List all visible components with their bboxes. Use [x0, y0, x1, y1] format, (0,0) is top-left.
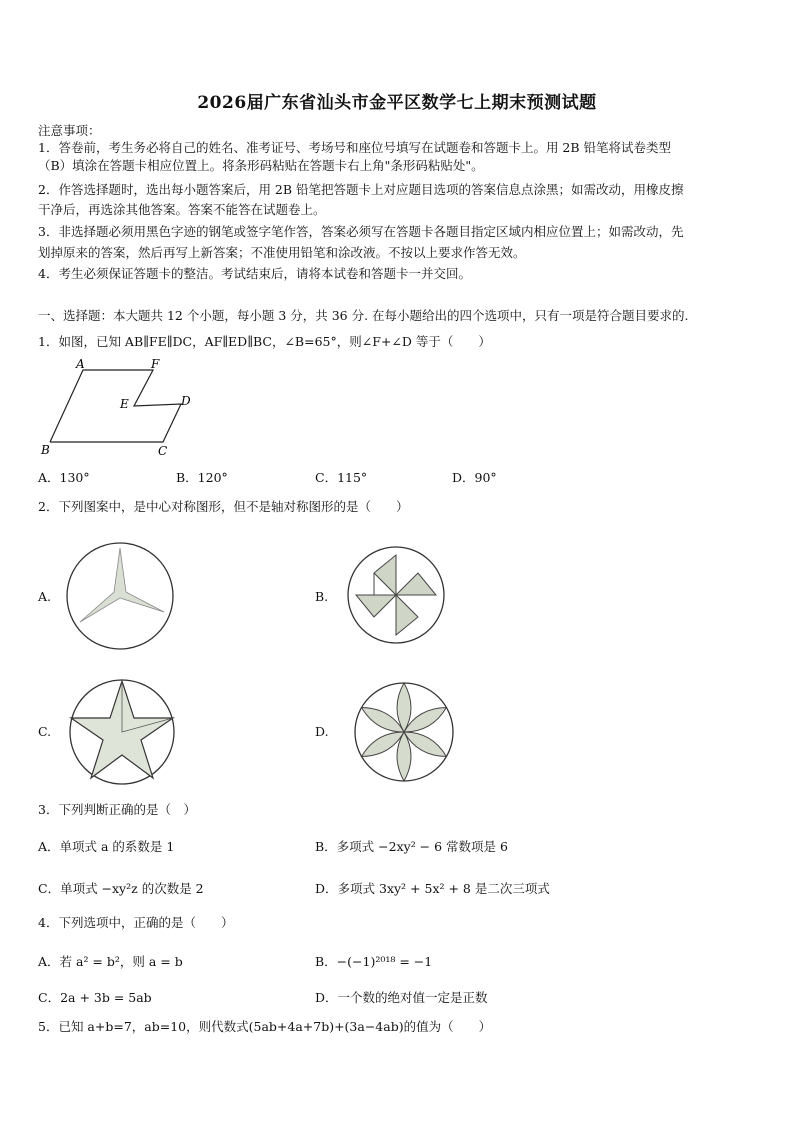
q1-option-c: C．115°: [315, 470, 368, 485]
notice-line-1: 1．答卷前，考生务必将自己的姓名、准考证号、考场号和座位号填写在试题卷和答题卡上。用 2B 铅笔将试卷类型: [38, 140, 672, 155]
notice-line-2: （B）填涂在答题卡相应位置上。将条形码粘贴在答题卡右上角"条形码粘贴处"。: [38, 158, 484, 173]
notice-line-6: 划掉原来的答案，然后再写上新答案；不准使用铅笔和涂改液。不按以上要求作答无效。: [38, 245, 526, 260]
q2-option-d-label: D.: [315, 724, 329, 739]
q1-option-a: A．130°: [38, 470, 90, 485]
section-heading: 一、选择题：本大题共 12 个小题，每小题 3 分，共 36 分. 在每小题给出的四个选项中，只有一项是符合题目要求的.: [38, 308, 689, 323]
q2-stem: 2．下列图案中，是中心对称图形，但不是轴对称图形的是（ ）: [38, 499, 409, 514]
q5-stem: 5．已知 a+b=7，ab=10，则代数式(5ab+4a+7b)+(3a−4ab)的值为（ ）: [38, 1019, 492, 1034]
q1-label-a: A: [76, 357, 85, 371]
notice-heading: 注意事项：: [38, 123, 101, 138]
q1-stem: 1．如图，已知 AB∥FE∥DC，AF∥ED∥BC，∠B=65°，则∠F+∠D 等于（ ）: [38, 334, 491, 349]
q3-stem: 3．下列判断正确的是（ ）: [38, 802, 196, 817]
q1-label-b: B: [41, 443, 50, 457]
q4-stem: 4．下列选项中，正确的是（ ）: [38, 915, 234, 930]
q3-option-c: C．单项式 −xy²z 的次数是 2: [38, 881, 204, 896]
notice-line-5: 3．非选择题必须用黑色字迹的钢笔或签字笔作答，答案必须写在答题卡各题目指定区域内相应位置上；如需改动，先: [38, 224, 684, 239]
q3-option-a: A．单项式 a 的系数是 1: [38, 839, 175, 854]
q2-option-a-label: A.: [38, 589, 52, 604]
q4-option-b: B．−(−1)²⁰¹⁸ = −1: [315, 954, 433, 969]
q2-figure-a: [64, 540, 176, 652]
q2-option-c-label: C.: [38, 724, 52, 739]
q1-shape: [50, 370, 181, 442]
q1-label-f: F: [151, 357, 160, 371]
notice-line-7: 4．考生必须保证答题卡的整洁。考试结束后，请将本试卷和答题卡一并交回。: [38, 266, 471, 281]
q1-figure: [38, 356, 208, 462]
q1-option-b: B．120°: [176, 470, 228, 485]
page-title: 2026届广东省汕头市金平区数学七上期末预测试题: [197, 93, 597, 113]
q4-option-c: C．2a + 3b = 5ab: [38, 990, 152, 1005]
q1-label-c: C: [158, 444, 168, 458]
q1-label-d: D: [181, 394, 191, 408]
q1-option-d: D．90°: [452, 470, 497, 485]
q2-figure-c: [66, 676, 178, 788]
q1-label-e: E: [120, 397, 129, 411]
q2-figure-b: [344, 543, 448, 647]
notice-line-4: 干净后，再选涂其他答案。答案不能答在试题卷上。: [38, 202, 326, 217]
q2-option-b-label: B.: [315, 589, 329, 604]
q2-figure-d: [352, 680, 456, 784]
notice-line-3: 2．作答选择题时，选出每小题答案后，用 2B 铅笔把答题卡上对应题目选项的答案信息点涂黑；如需改动，用橡皮擦: [38, 182, 684, 197]
q3-option-b: B．多项式 −2xy² − 6 常数项是 6: [315, 839, 508, 854]
q3-option-d: D．多项式 3xy² + 5x² + 8 是二次三项式: [315, 881, 550, 896]
q4-option-a: A．若 a² = b²，则 a = b: [38, 954, 183, 969]
q4-option-d: D．一个数的绝对值一定是正数: [315, 990, 488, 1005]
